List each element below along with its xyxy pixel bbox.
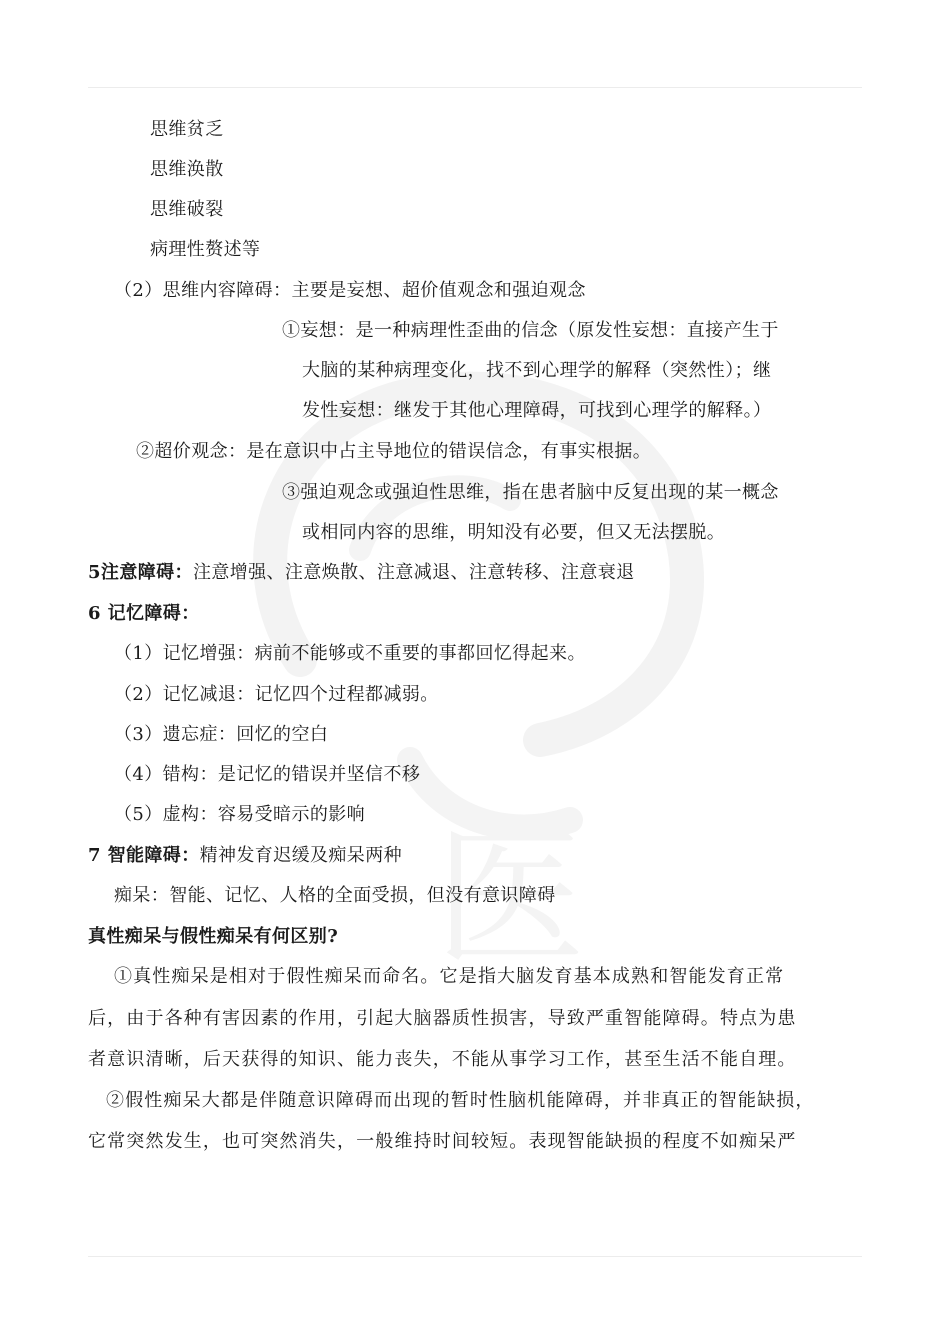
header-rule (88, 87, 862, 88)
text-line: （2）记忆减退：记忆四个过程都减弱。 (114, 684, 439, 705)
footer-rule (88, 1256, 862, 1257)
text-line: 痴呆：智能、记忆、人格的全面受损，但没有意识障碍 (114, 885, 556, 906)
section-heading (88, 560, 635, 586)
paragraph-line: ①真性痴呆是相对于假性痴呆而命名。它是指大脑发育基本成熟和智能发育正常 (114, 966, 785, 987)
text-line: 思维贫乏 (150, 119, 224, 140)
text-line: 发性妄想：继发于其他心理障碍，可找到心理学的解释。） (302, 400, 772, 421)
text-line: （3）遗忘症：回忆的空白 (114, 724, 329, 745)
text-line: ①妄想：是一种病理性歪曲的信念（原发性妄想：直接产生于 (282, 320, 779, 341)
section-title: 7 智能障碍： (88, 845, 200, 866)
section-heading (88, 843, 402, 869)
question-heading: 真性痴呆与假性痴呆有何区别? (88, 926, 339, 947)
text-line: 思维涣散 (150, 159, 224, 180)
text-line: （2）思维内容障碍：主要是妄想、超价值观念和强迫观念 (114, 280, 586, 301)
text-line: 大脑的某种病理变化，找不到心理学的解释（突然性）；继 (302, 360, 772, 381)
text-line: （5）虚构：容易受暗示的影响 (114, 804, 366, 825)
text-line: ②超价观念：是在意识中占主导地位的错误信念，有事实根据。 (136, 441, 652, 462)
paragraph-line: 者意识清晰，后天获得的知识、能力丧失，不能从事学习工作，甚至生活不能自理。 (88, 1049, 797, 1070)
paragraph-line: ②假性痴呆大都是伴随意识障碍而出现的暂时性脑机能障碍，并非真正的智能缺损， (106, 1090, 815, 1111)
watermark-text: 医 (434, 812, 586, 986)
text-line: 或相同内容的思维，明知没有必要，但又无法摆脱。 (302, 522, 726, 543)
section-body: 精神发育迟缓及痴呆两种 (199, 845, 402, 866)
paragraph-line: 后，由于各种有害因素的作用，引起大脑器质性损害，导致严重智能障碍。特点为患 (88, 1008, 797, 1029)
text-line: （4）错构：是记忆的错误并坚信不移 (114, 764, 421, 785)
text-line: 思维破裂 (150, 199, 224, 220)
text-line: 病理性赘述等 (150, 239, 261, 260)
section-body: 注意增强、注意焕散、注意减退、注意转移、注意衰退 (192, 562, 635, 583)
text-line: （1）记忆增强：病前不能够或不重要的事都回忆得起来。 (114, 643, 586, 664)
section-heading: 6 记忆障碍： (88, 603, 200, 624)
text-line: ③强迫观念或强迫性思维，指在患者脑中反复出现的某一概念 (282, 482, 779, 503)
section-title: 5注意障碍： (88, 562, 193, 583)
paragraph-line: 它常突然发生，也可突然消失，一般维持时间较短。表现智能缺损的程度不如痴呆严 (88, 1131, 797, 1152)
